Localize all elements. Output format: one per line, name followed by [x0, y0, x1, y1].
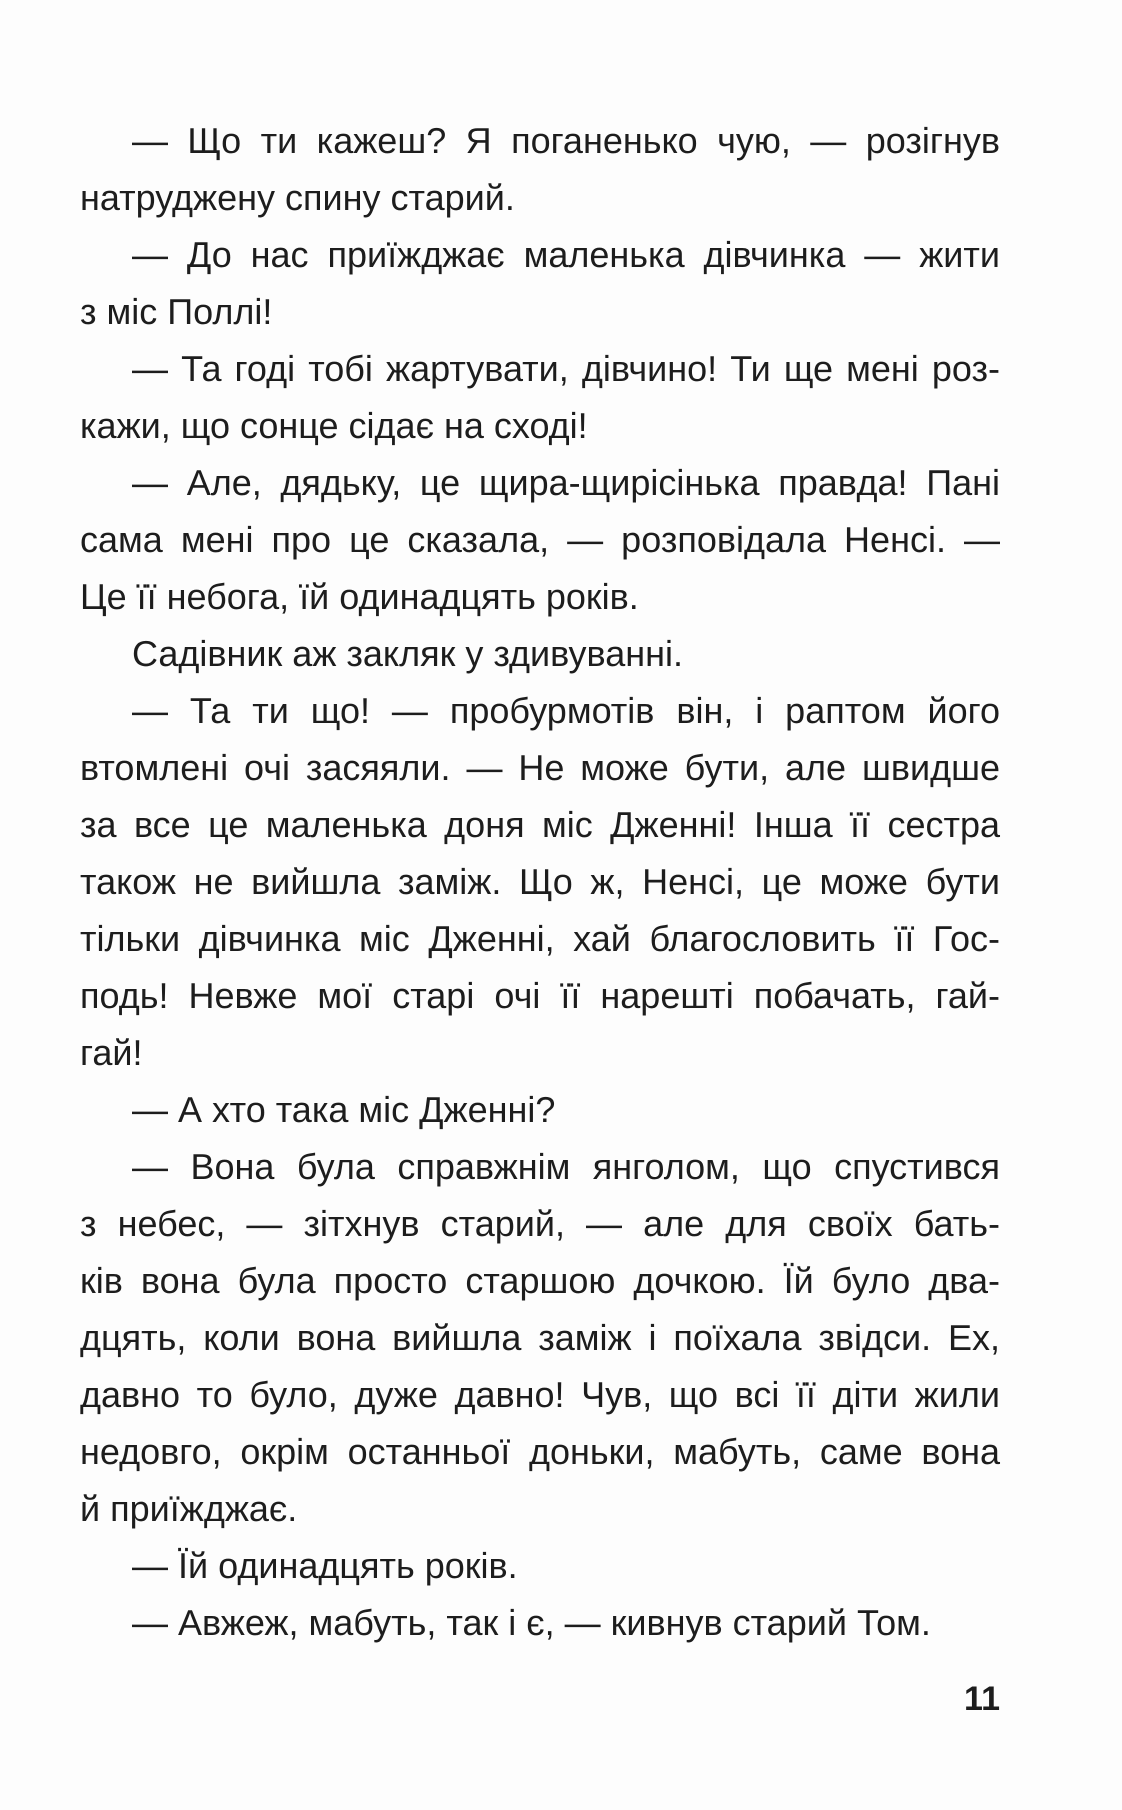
text-line-15: тільки дівчинка міс Дженні, хай благословить її Гос-	[80, 918, 1000, 959]
text-line-6: кажи, що сонце сідає на сході!	[80, 405, 588, 446]
text-line-13: за все це маленька доня міс Дженні! Інша її сестра	[80, 804, 1000, 845]
text-line-21: ків вона була просто старшою дочкою. Їй було два-	[80, 1260, 1000, 1301]
text-line-22: дцять, коли вона вийшла заміж і поїхала звідси. Ех,	[80, 1317, 1000, 1358]
text-line-12: втомлені очі засяяли. — Не може бути, але швидше	[80, 747, 1000, 788]
text-line-19: — Вона була справжнім янголом, що спустився	[132, 1146, 1000, 1187]
text-line-18: — А хто така міс Дженні?	[132, 1089, 556, 1130]
text-line-24: недовго, окрім останньої доньки, мабуть, саме вона	[80, 1431, 1000, 1472]
text-line-2: натруджену спину старий.	[80, 177, 515, 218]
text-line-25: й приїжджає.	[80, 1488, 298, 1529]
text-line-1: — Що ти кажеш? Я поганенько чую, — розігнув	[132, 120, 1000, 161]
text-line-5: — Та годі тобі жартувати, дівчино! Ти ще мені роз-	[132, 348, 1000, 389]
text-line-7: — Але, дядьку, це щира-щирісінька правда! Пані	[132, 462, 1000, 503]
text-line-4: з міс Поллі!	[80, 291, 273, 332]
page-number: 11	[964, 1680, 1000, 1718]
text-line-16: подь! Невже мої старі очі її нарешті побачать, гай-	[80, 975, 1000, 1016]
text-line-20: з небес, — зітхнув старий, — але для своїх бать-	[80, 1203, 1000, 1244]
text-line-26: — Їй одинадцять років.	[132, 1545, 518, 1586]
text-line-14: також не вийшла заміж. Що ж, Ненсі, це може бути	[80, 861, 1000, 902]
text-line-3: — До нас приїжджає маленька дівчинка — жити	[132, 234, 1000, 275]
text-line-8: сама мені про це сказала, — розповідала Ненсі. —	[80, 519, 1000, 560]
text-line-27: — Авжеж, мабуть, так і є, — кивнув старий Том.	[132, 1602, 931, 1643]
text-line-23: давно то було, дуже давно! Чув, що всі її діти жили	[80, 1374, 1000, 1415]
body-text	[80, 112, 1000, 1651]
text-line-11: — Та ти що! — пробурмотів він, і раптом його	[132, 690, 1000, 731]
text-line-10: Садівник аж закляк у здивуванні.	[132, 633, 684, 674]
text-line-9: Це її небога, їй одинадцять років.	[80, 576, 639, 617]
text-line-17: гай!	[80, 1032, 143, 1073]
